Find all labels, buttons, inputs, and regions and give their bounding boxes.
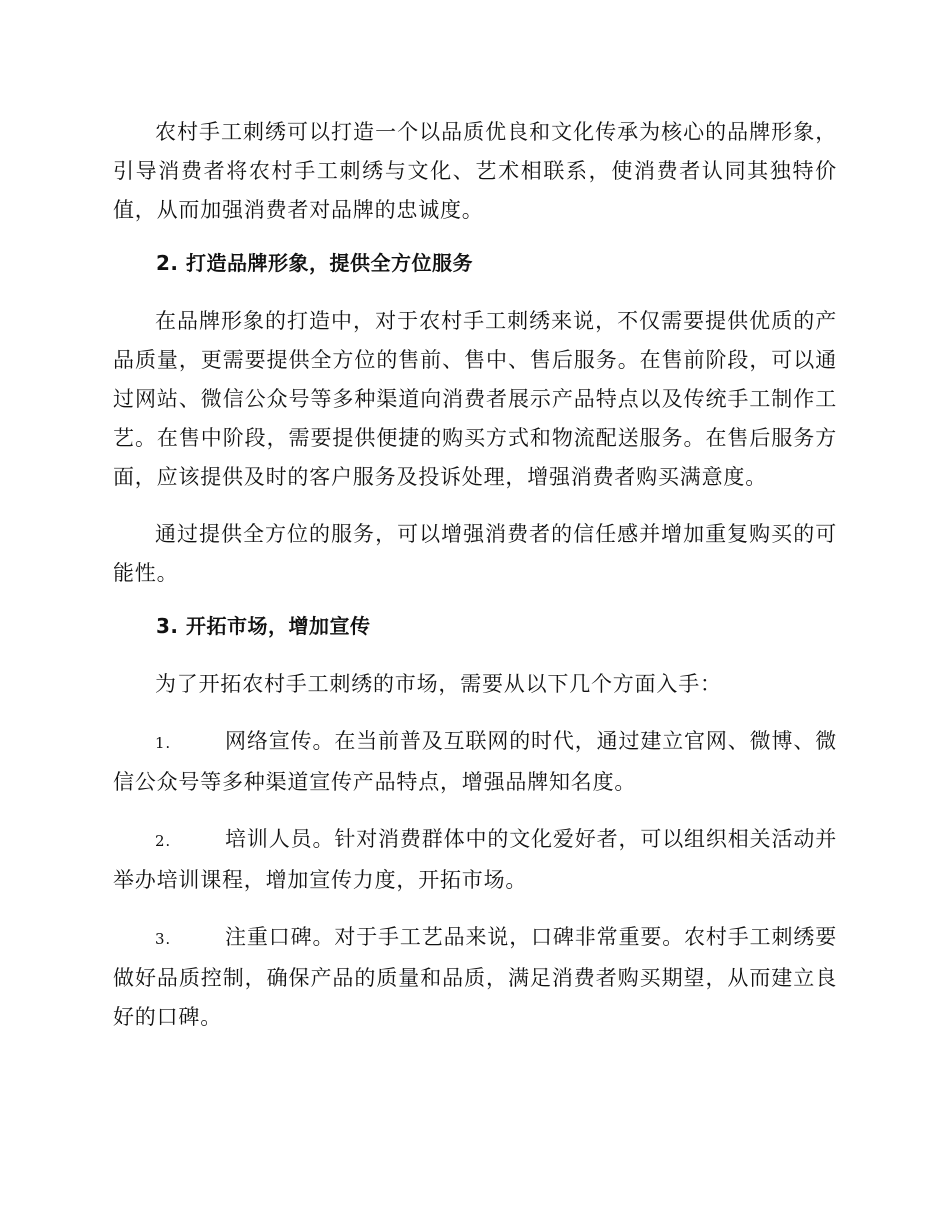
paragraph: 农村手工刺绣可以打造一个以品质优良和文化传承为核心的品牌形象，引导消费者将农村手工刺绣与文化、艺术相联系，使消费者认同其独特价值，从而加强消费者对品牌的忠诚度。 [113, 120, 837, 222]
list-item [113, 820, 837, 900]
list-item [113, 918, 837, 1037]
paragraph: 在品牌形象的打造中，对于农村手工刺绣来说，不仅需要提供优质的产品质量，更需要提供全方位的售前、售中、售后服务。在售前阶段，可以通过网站、微信公众号等多种渠道向消费者展示产品特点以及传统手工制作工艺。在售中阶段，需要提供便捷的购买方式和物流配送服务。在售后服务方面，应该提供及时的客户服务及投诉处理，增强消费者购买满意度。 [113, 309, 837, 489]
list-number: 1. [155, 734, 171, 752]
list-item-text: 培训人员。针对消费群体中的文化爱好者，可以组织相关活动并举办培训课程，增加宣传力度，开拓市场。 [113, 827, 837, 892]
document-body [113, 113, 837, 1055]
section-heading: 3. 开拓市场，增加宣传 [156, 614, 371, 638]
list-number: 3. [155, 930, 171, 948]
list-item-text: 注重口碑。对于手工艺品来说，口碑非常重要。农村手工刺绣要做好品质控制，确保产品的质量和品质，满足消费者购买期望，从而建立良好的口碑。 [113, 925, 837, 1029]
list-item [113, 722, 837, 802]
paragraph: 通过提供全方位的服务，可以增强消费者的信任感并增加重复购买的可能性。 [113, 522, 837, 585]
list-item-text: 网络宣传。在当前普及互联网的时代，通过建立官网、微博、微信公众号等多种渠道宣传产品特点，增强品牌知名度。 [113, 729, 837, 794]
paragraph: 为了开拓农村手工刺绣的市场，需要从以下几个方面入手： [155, 672, 722, 696]
section-heading: 2. 打造品牌形象，提供全方位服务 [156, 251, 473, 275]
list-number: 2. [155, 832, 171, 850]
